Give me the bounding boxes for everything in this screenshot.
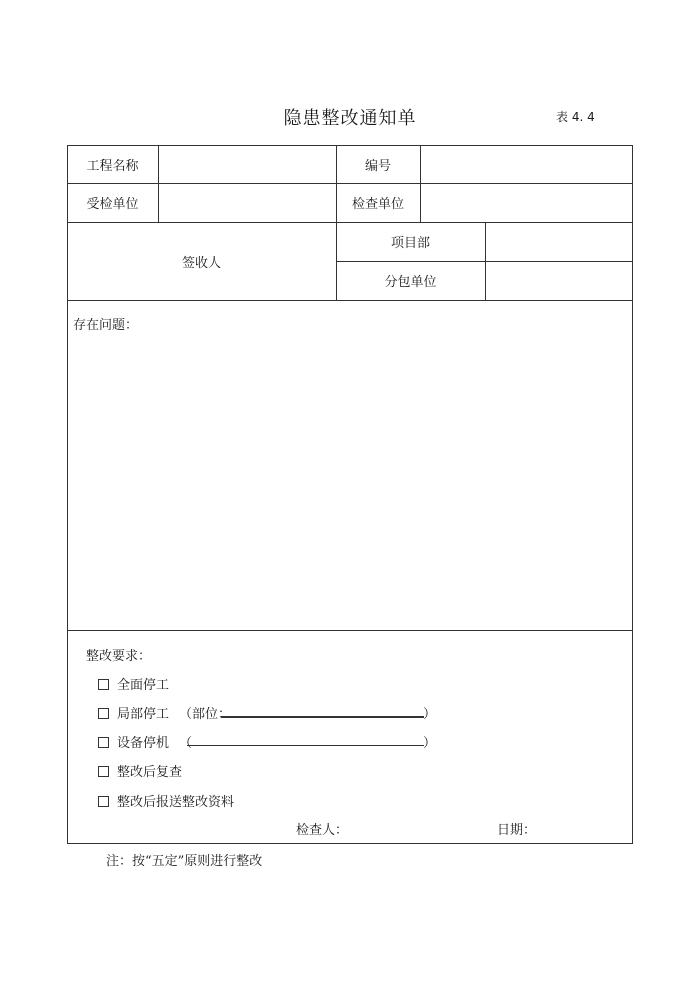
option-suffix-open: （ [179, 736, 193, 751]
footnote: 注：按“五定”原则进行整改 [106, 854, 263, 869]
inspecting-unit-label: 检查单位 [351, 197, 404, 212]
inspected-unit-label: 受检单位 [86, 197, 139, 212]
subcontractor-field[interactable] [486, 262, 632, 299]
project-name-field[interactable] [159, 146, 335, 182]
option-label: 局部停工 [117, 707, 170, 722]
option-label: 整改后复查 [117, 765, 183, 780]
inspecting-unit-field[interactable] [421, 184, 632, 221]
date-label: 日期： [497, 823, 537, 838]
checkbox-icon[interactable] [98, 737, 109, 748]
project-dept-label: 项目部 [390, 236, 430, 251]
location-underline[interactable] [221, 716, 424, 718]
option-full-stop[interactable] [98, 674, 169, 693]
option-submit-docs[interactable] [98, 791, 234, 810]
signee-label: 签收人 [181, 255, 221, 271]
row-divider [67, 300, 633, 301]
problems-label: 存在问题： [73, 318, 139, 333]
inspected-unit-field[interactable] [159, 184, 335, 221]
requirements-label: 整改要求： [86, 649, 152, 664]
subcontractor-label: 分包单位 [384, 275, 437, 290]
checkbox-icon[interactable] [98, 796, 109, 807]
checkbox-icon[interactable] [98, 766, 109, 777]
inspector-label: 检查人： [296, 823, 349, 838]
checkbox-icon[interactable] [98, 708, 109, 719]
option-recheck[interactable] [98, 761, 182, 780]
equipment-underline[interactable] [187, 745, 424, 746]
option-label: 整改后报送整改资料 [117, 795, 235, 810]
table-number: 表 4. 4 [556, 110, 595, 124]
option-label: 全面停工 [117, 678, 170, 693]
option-partial-stop[interactable] [98, 703, 231, 722]
option-label: 设备停机 [117, 736, 170, 751]
code-label: 编号 [364, 158, 391, 174]
row-divider [67, 630, 633, 631]
option-suffix-open: （部位： [179, 707, 232, 722]
option-equipment-stop[interactable] [98, 732, 192, 751]
checkbox-icon[interactable] [98, 679, 109, 690]
project-name-label: 工程名称 [86, 158, 139, 174]
option-suffix-close: ） [423, 707, 437, 722]
project-dept-field[interactable] [486, 223, 632, 260]
problems-textarea[interactable] [68, 336, 632, 629]
code-field[interactable] [421, 146, 632, 182]
document-title: 隐患整改通知单 [283, 108, 417, 129]
option-suffix-close: ） [423, 736, 437, 751]
